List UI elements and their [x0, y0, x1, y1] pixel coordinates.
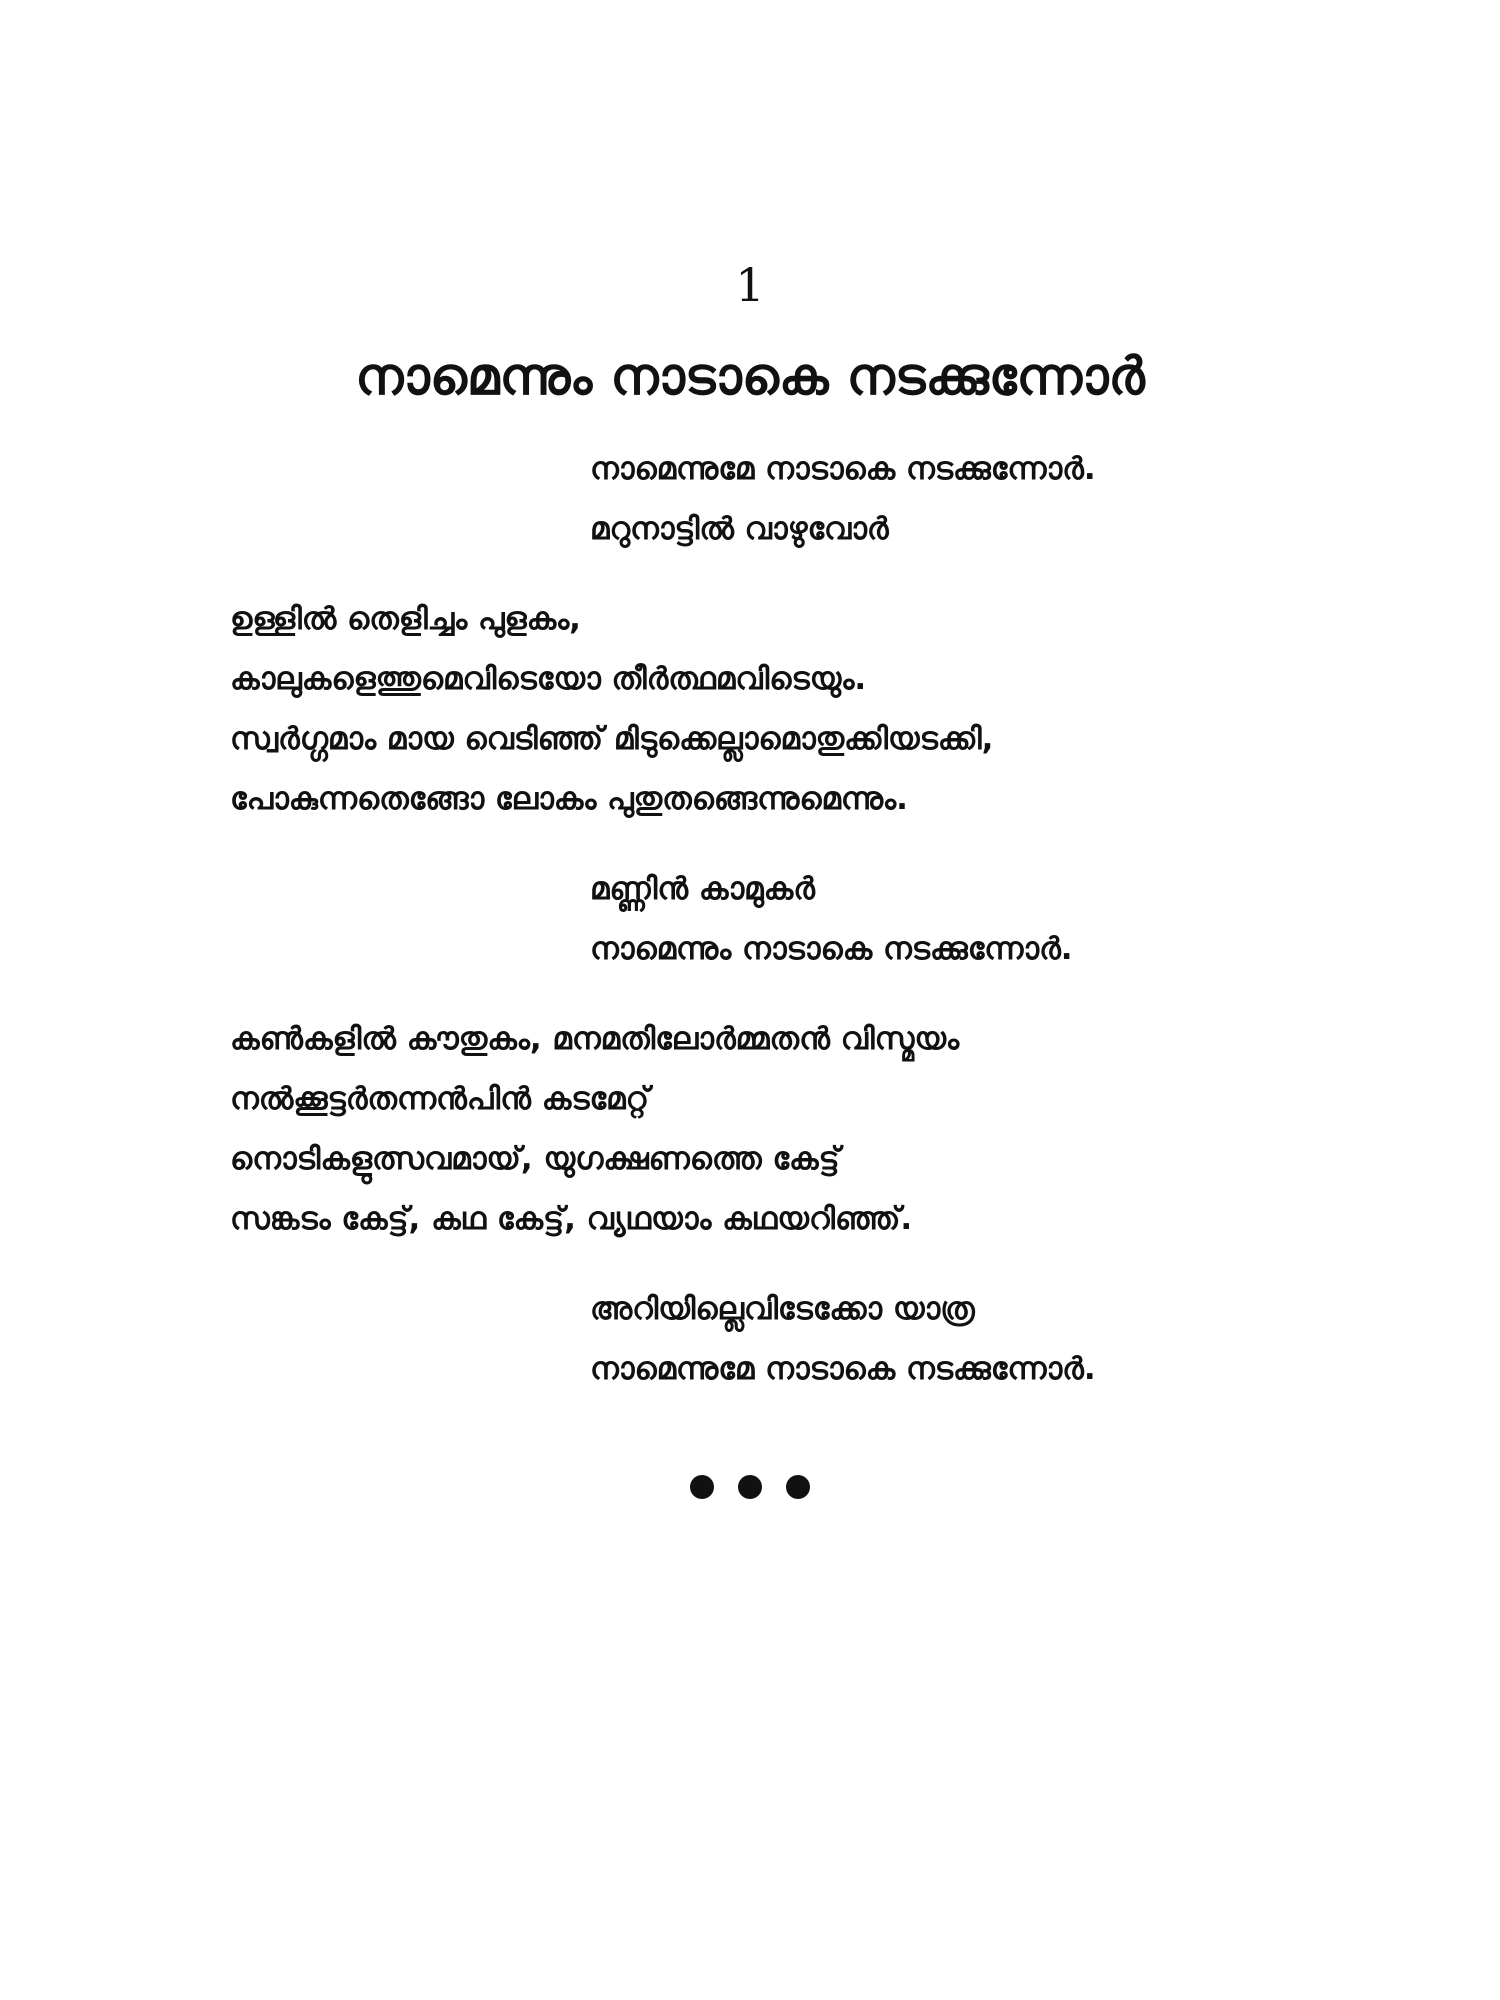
- stanza-line: നൊടികളുത്സവമായ്, യുഗക്ഷണത്തെ കേട്ട്: [230, 1141, 840, 1177]
- end-separator: [0, 1475, 1500, 1499]
- stanza-line: കാലുകളെത്തുമെവിടെയോ തീർത്ഥമവിടെയും.: [230, 661, 867, 697]
- refrain-line: നാമെന്നുമേ നാടാകെ നടക്കുന്നോർ.: [590, 451, 1096, 487]
- refrain-line: അറിയില്ലെവിടേക്കോ യാത്ര: [590, 1291, 975, 1327]
- stanza-line: നൽക്കൂട്ടർതന്നൻപിൻ കടമേറ്റ്: [230, 1081, 650, 1117]
- separator-dot: [690, 1475, 714, 1499]
- song-number: 1: [735, 258, 765, 312]
- refrain-line: മറുനാട്ടിൽ വാഴുവോർ: [590, 511, 889, 547]
- refrain-line: നാമെന്നും നാടാകെ നടക്കുന്നോർ.: [590, 931, 1073, 967]
- separator-dot: [738, 1475, 762, 1499]
- stanza-line: കൺകളിൽ കൗതുകം, മനമതിലോർമ്മതൻ വിസ്മയം: [230, 1021, 960, 1057]
- stanza-line: ഉള്ളിൽ തെളിച്ചം പുളകം,: [230, 601, 581, 637]
- separator-dot: [786, 1475, 810, 1499]
- song-title: നാമെന്നും നാടാകെ നടക്കുന്നോർ: [355, 347, 1145, 407]
- stanza-line: സ്വർഗ്ഗമാം മായ വെടിഞ്ഞ് മിടുക്കെല്ലാമൊതുക്കിയടക്കി,: [230, 721, 994, 757]
- refrain-line: നാമെന്നുമേ നാടാകെ നടക്കുന്നോർ.: [590, 1351, 1096, 1387]
- refrain-line: മണ്ണിൻ കാമുകർ: [590, 871, 815, 907]
- stanza-line: സങ്കടം കേട്ട്, കഥ കേട്ട്, വ്യഥയാം കഥയറിഞ്ഞ്.: [230, 1201, 913, 1237]
- stanza-line: പോകുന്നതെങ്ങോ ലോകം പുതുതങ്ങെന്നുമെന്നും.: [230, 781, 908, 817]
